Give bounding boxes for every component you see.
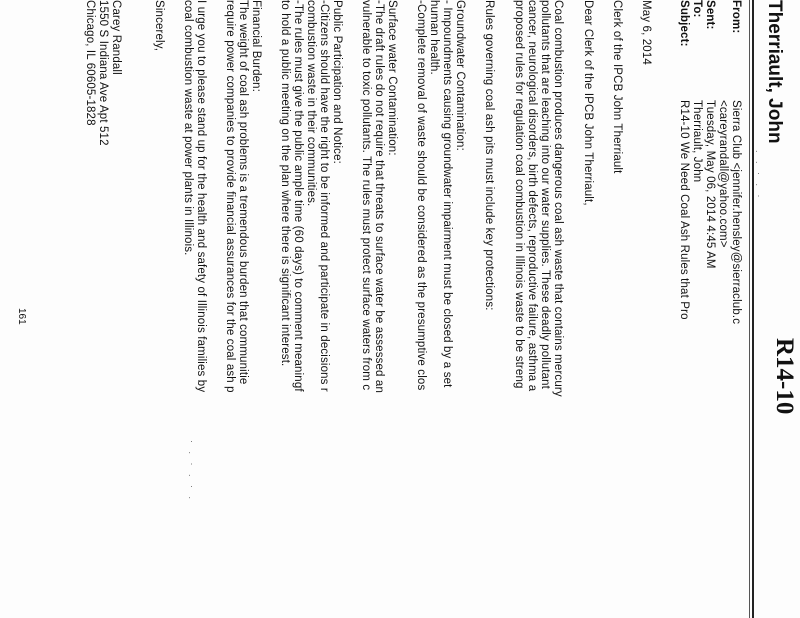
surface-water-line: -The draft rules do not require that threats to surface water be assessed an: [373, 0, 385, 394]
groundwater-line: human health.: [428, 0, 440, 75]
header-divider: [752, 0, 754, 618]
groundwater-line: -Complete removal of waste should be considered as the presumptive clos: [415, 0, 427, 391]
participation-line: to hold a public meeting on the plan where there is significant interest.: [279, 0, 291, 367]
groundwater-line: - Impoundments causing groundwater impairment must be closed by a set: [441, 0, 453, 388]
participation-line: -The rules must give the public ample time (60 days) to comment meaningf: [292, 0, 304, 392]
to-value: Therriault, John: [691, 100, 703, 183]
surface-water-heading: Surface water Contamination:: [386, 0, 398, 156]
financial-line: require power companies to provide financial assurances for the coal ash p: [224, 0, 236, 393]
page-number: 161: [16, 308, 27, 325]
signature-name: Carey Randall: [110, 0, 122, 75]
closing-line: I urge you to please stand up for the health and safety of Illinois families by: [195, 0, 207, 393]
recipient-line: Clerk of the IPCB John Therriault: [611, 0, 623, 174]
sent-label: Sent:: [704, 0, 716, 30]
closing-line: coal combustion waste at power plants in Illinois.: [182, 0, 194, 256]
sender-name-heading: Therriault, John: [764, 0, 785, 144]
signoff: Sincerely,: [153, 0, 165, 52]
from-value-email: <careyrandall@yahoo.com>: [717, 100, 729, 248]
to-label: To:: [691, 0, 703, 18]
document-number: R14-10: [771, 338, 798, 415]
financial-line: The weight of coal ash problems is a tremendous burden that communitie: [237, 0, 249, 385]
participation-line: combustion waste in their communities.: [305, 0, 317, 207]
intro-line: cancer, neurological disorders, birth defects, reproductive failure, asthma a: [526, 0, 538, 392]
scan-noise: · . · . · .: [187, 440, 197, 502]
subject-value: R14-10 We Need Coal Ash Rules that Pro: [678, 100, 690, 320]
key-protections-line: Rules governing coal ash pits must include key protections:: [483, 0, 495, 311]
from-label: From:: [730, 0, 742, 34]
participation-line: -Citizens should have the right to be informed and participate in decisions r: [318, 0, 330, 392]
subject-label: Subject:: [678, 0, 690, 47]
surface-water-line: vulnerable to toxic pollutants. The rules must protect surface waters from c: [360, 0, 372, 391]
signature-city: Chicago, IL 60605-1828: [84, 0, 96, 126]
letter-date: May 6, 2014: [640, 0, 652, 65]
groundwater-heading: Groundwater Contamination:: [454, 0, 466, 151]
sent-value: Tuesday, May 06, 2014 4:45 AM: [704, 100, 716, 269]
scan-noise: . . · . ·: [754, 150, 764, 201]
intro-line: pollutants that are leaching into our water supplies. These deadly pollutant: [539, 0, 551, 390]
header-divider-thin: [749, 0, 750, 618]
intro-line: Coal combustion produces dangerous coal ash waste that contains mercury: [552, 0, 564, 397]
participation-heading: Public Participation and Notice:: [331, 0, 343, 164]
salutation: Dear Clerk of the IPCB John Therriault,: [582, 0, 594, 206]
intro-line: proposed rules for regulation coal combustion in Illinois waste to be streng: [513, 0, 525, 389]
signature-address: 1550 S Indiana Ave Apt 512: [97, 0, 109, 146]
financial-heading: Financial Burden:: [250, 0, 262, 93]
from-value: Sierra Club <jennifer.hensley@sierraclub.c: [730, 100, 742, 325]
